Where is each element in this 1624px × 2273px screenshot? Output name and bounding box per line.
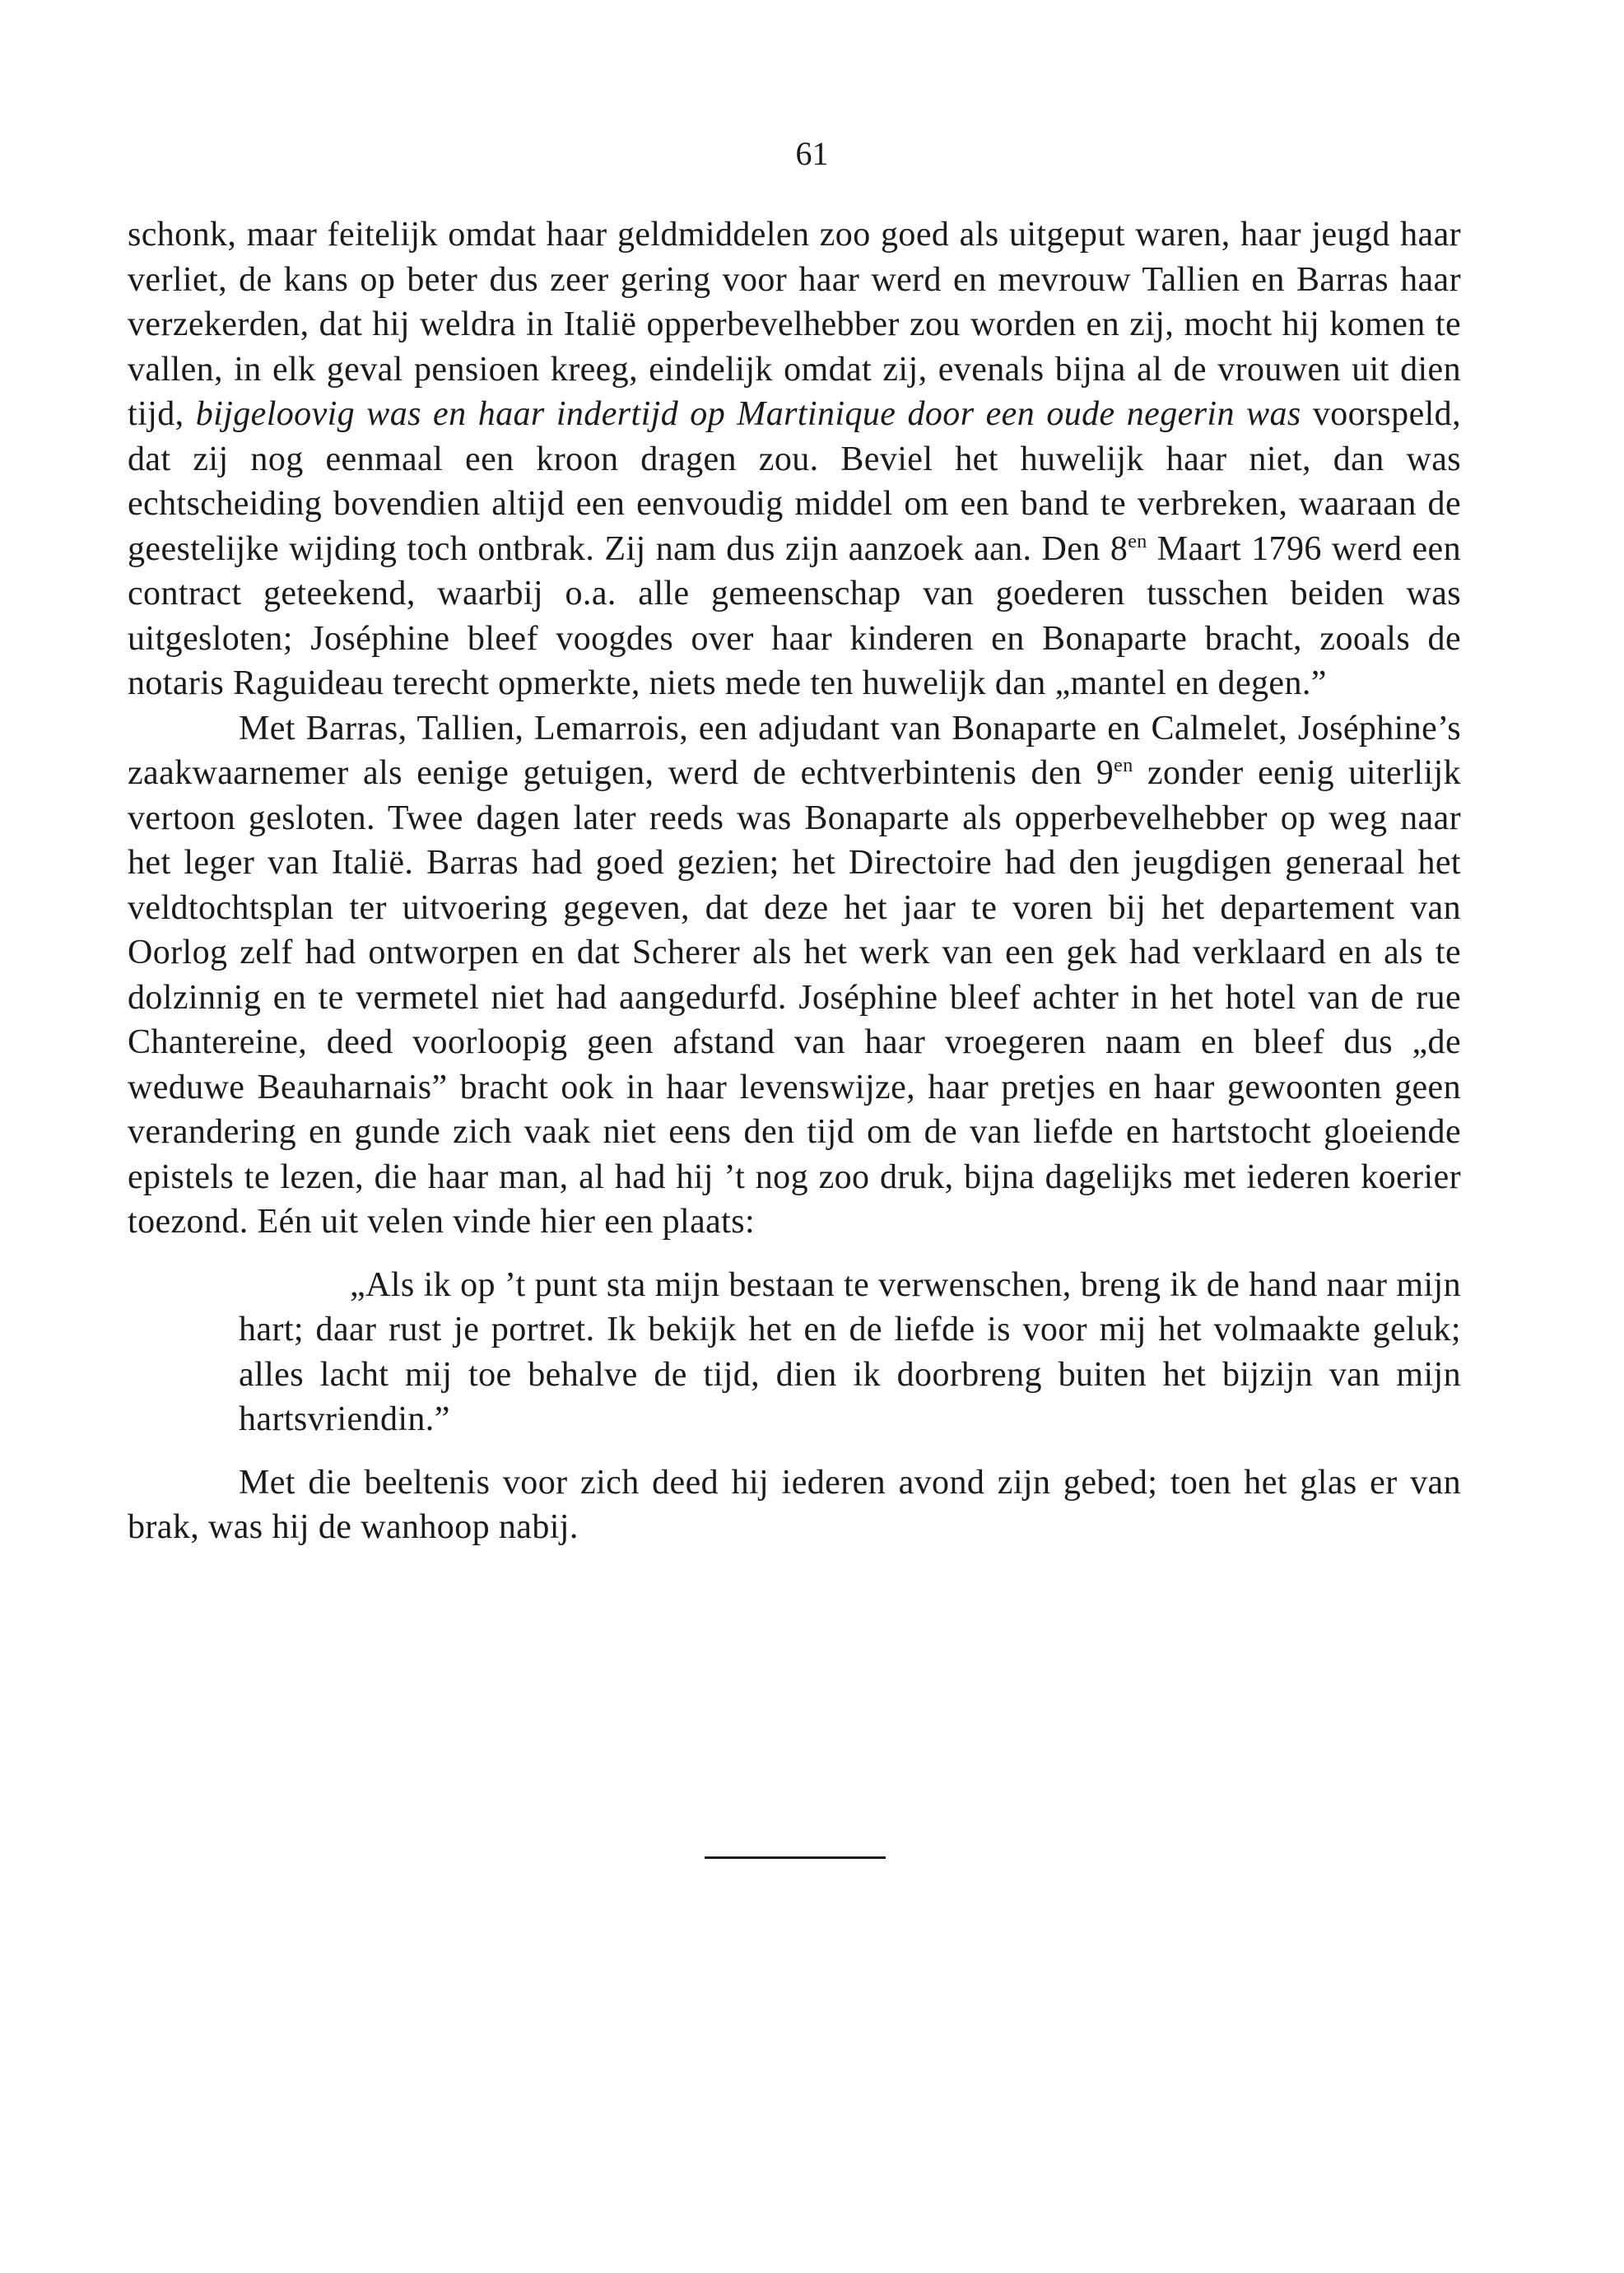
paragraph-1-text-a: schonk, maar feitelijk omdat haar geldmiddelen zoo goed als uitgeput waren, haar jeugd haar verliet, de kans op beter dus zeer gering voor haar werd en mevrouw Tallien en Barras haar verzekerden, dat hij weldra in Italië opperbevelhebber zou worden en zij, mocht hij komen te vallen, in elk geval pensioen kreeg, eindelijk omdat zij, evenals bijna al de vrouwen uit dien tijd, [128,216,1461,433]
paragraph-1-text-b: voorspeld, dat zij nog eenmaal een kroon dragen zou. Beviel het huwelijk haar niet, dan was echtscheiding bovendien altijd een eenvoudig middel om een band te verbreken, waaraan de geestelijke wijding toch ontbrak. Zij nam dus zijn aanzoek aan. Den 8 [128,395,1461,568]
block-quote-text: „Als ik op ’t punt sta mijn bestaan te verwenschen, breng ik de hand naar mijn hart; daar rust je portret. Ik bekijk het en de liefde is voor mij het volmaakte geluk; alles lacht mij toe behalve de tijd, dien ik doorbreng buiten het bijzijn van mijn hartsvriendin.” [239,1265,1461,1438]
section-divider [705,1856,886,1859]
paragraph-1-italic: bijgeloovig was en haar indertijd op Martinique door een oude negerin was [195,395,1301,433]
page-body [128,212,1461,1550]
paragraph-1 [128,212,1461,706]
paragraph-2 [128,706,1461,1245]
paragraph-2-text-b: zonder eenig uiterlijk vertoon gesloten. Twee dagen later reeds was Bonaparte als opperbevelhebber op weg naar het leger van Italië. Barras had goed gezien; het Directoire had den jeugdigen generaal het veldtochtsplan ter uitvoering gegeven, dat deze het jaar te voren bij het departement van Oorlog zelf had ontworpen en dat Scherer als het werk van een gek had verklaard en als te dolzinnig en te vermetel niet had aangedurfd. Joséphine bleef achter in het hotel van de rue Chantereine, deed voorloopig geen afstand van haar vroegeren naam en bleef dus „de weduwe Beauharnais” bracht ook in haar levenswijze, haar pretjes en haar gewoonten geen verandering en gunde zich vaak niet eens den tijd om de van liefde en hartstocht gloeiende epistels te lezen, die haar man, al had hij ’t nog zoo druk, bijna dagelijks met iederen koerier toezond. Eén uit velen vinde hier een plaats: [128,754,1461,1241]
paragraph-3: Met die beeltenis voor zich deed hij iederen avond zijn gebed; toen het glas er van brak, was hij de wanhoop nabij. [128,1463,1461,1546]
paragraph-1-text-c: Maart 1796 werd een contract geteekend, waarbij o.a. alle gemeenschap van goederen tusschen beiden was uitgesloten; Joséphine bleef voogdes over haar kinderen en Bonaparte bracht, zooals de notaris Raguideau terecht opmerkte, niets mede ten huwelijk dan „mantel en degen.” [128,529,1461,702]
paragraph-2-superscript: en [1114,755,1133,776]
paragraph-2-text-a: Met Barras, Tallien, Lemarrois, een adjudant van Bonaparte en Calmelet, Joséphine’s zaakwaarnemer als eenige getuigen, werd de echtverbintenis den 9 [128,709,1461,792]
page-number: 61 [795,135,829,172]
block-quote [128,1263,1461,1442]
paragraph-1-superscript: en [1128,530,1147,552]
